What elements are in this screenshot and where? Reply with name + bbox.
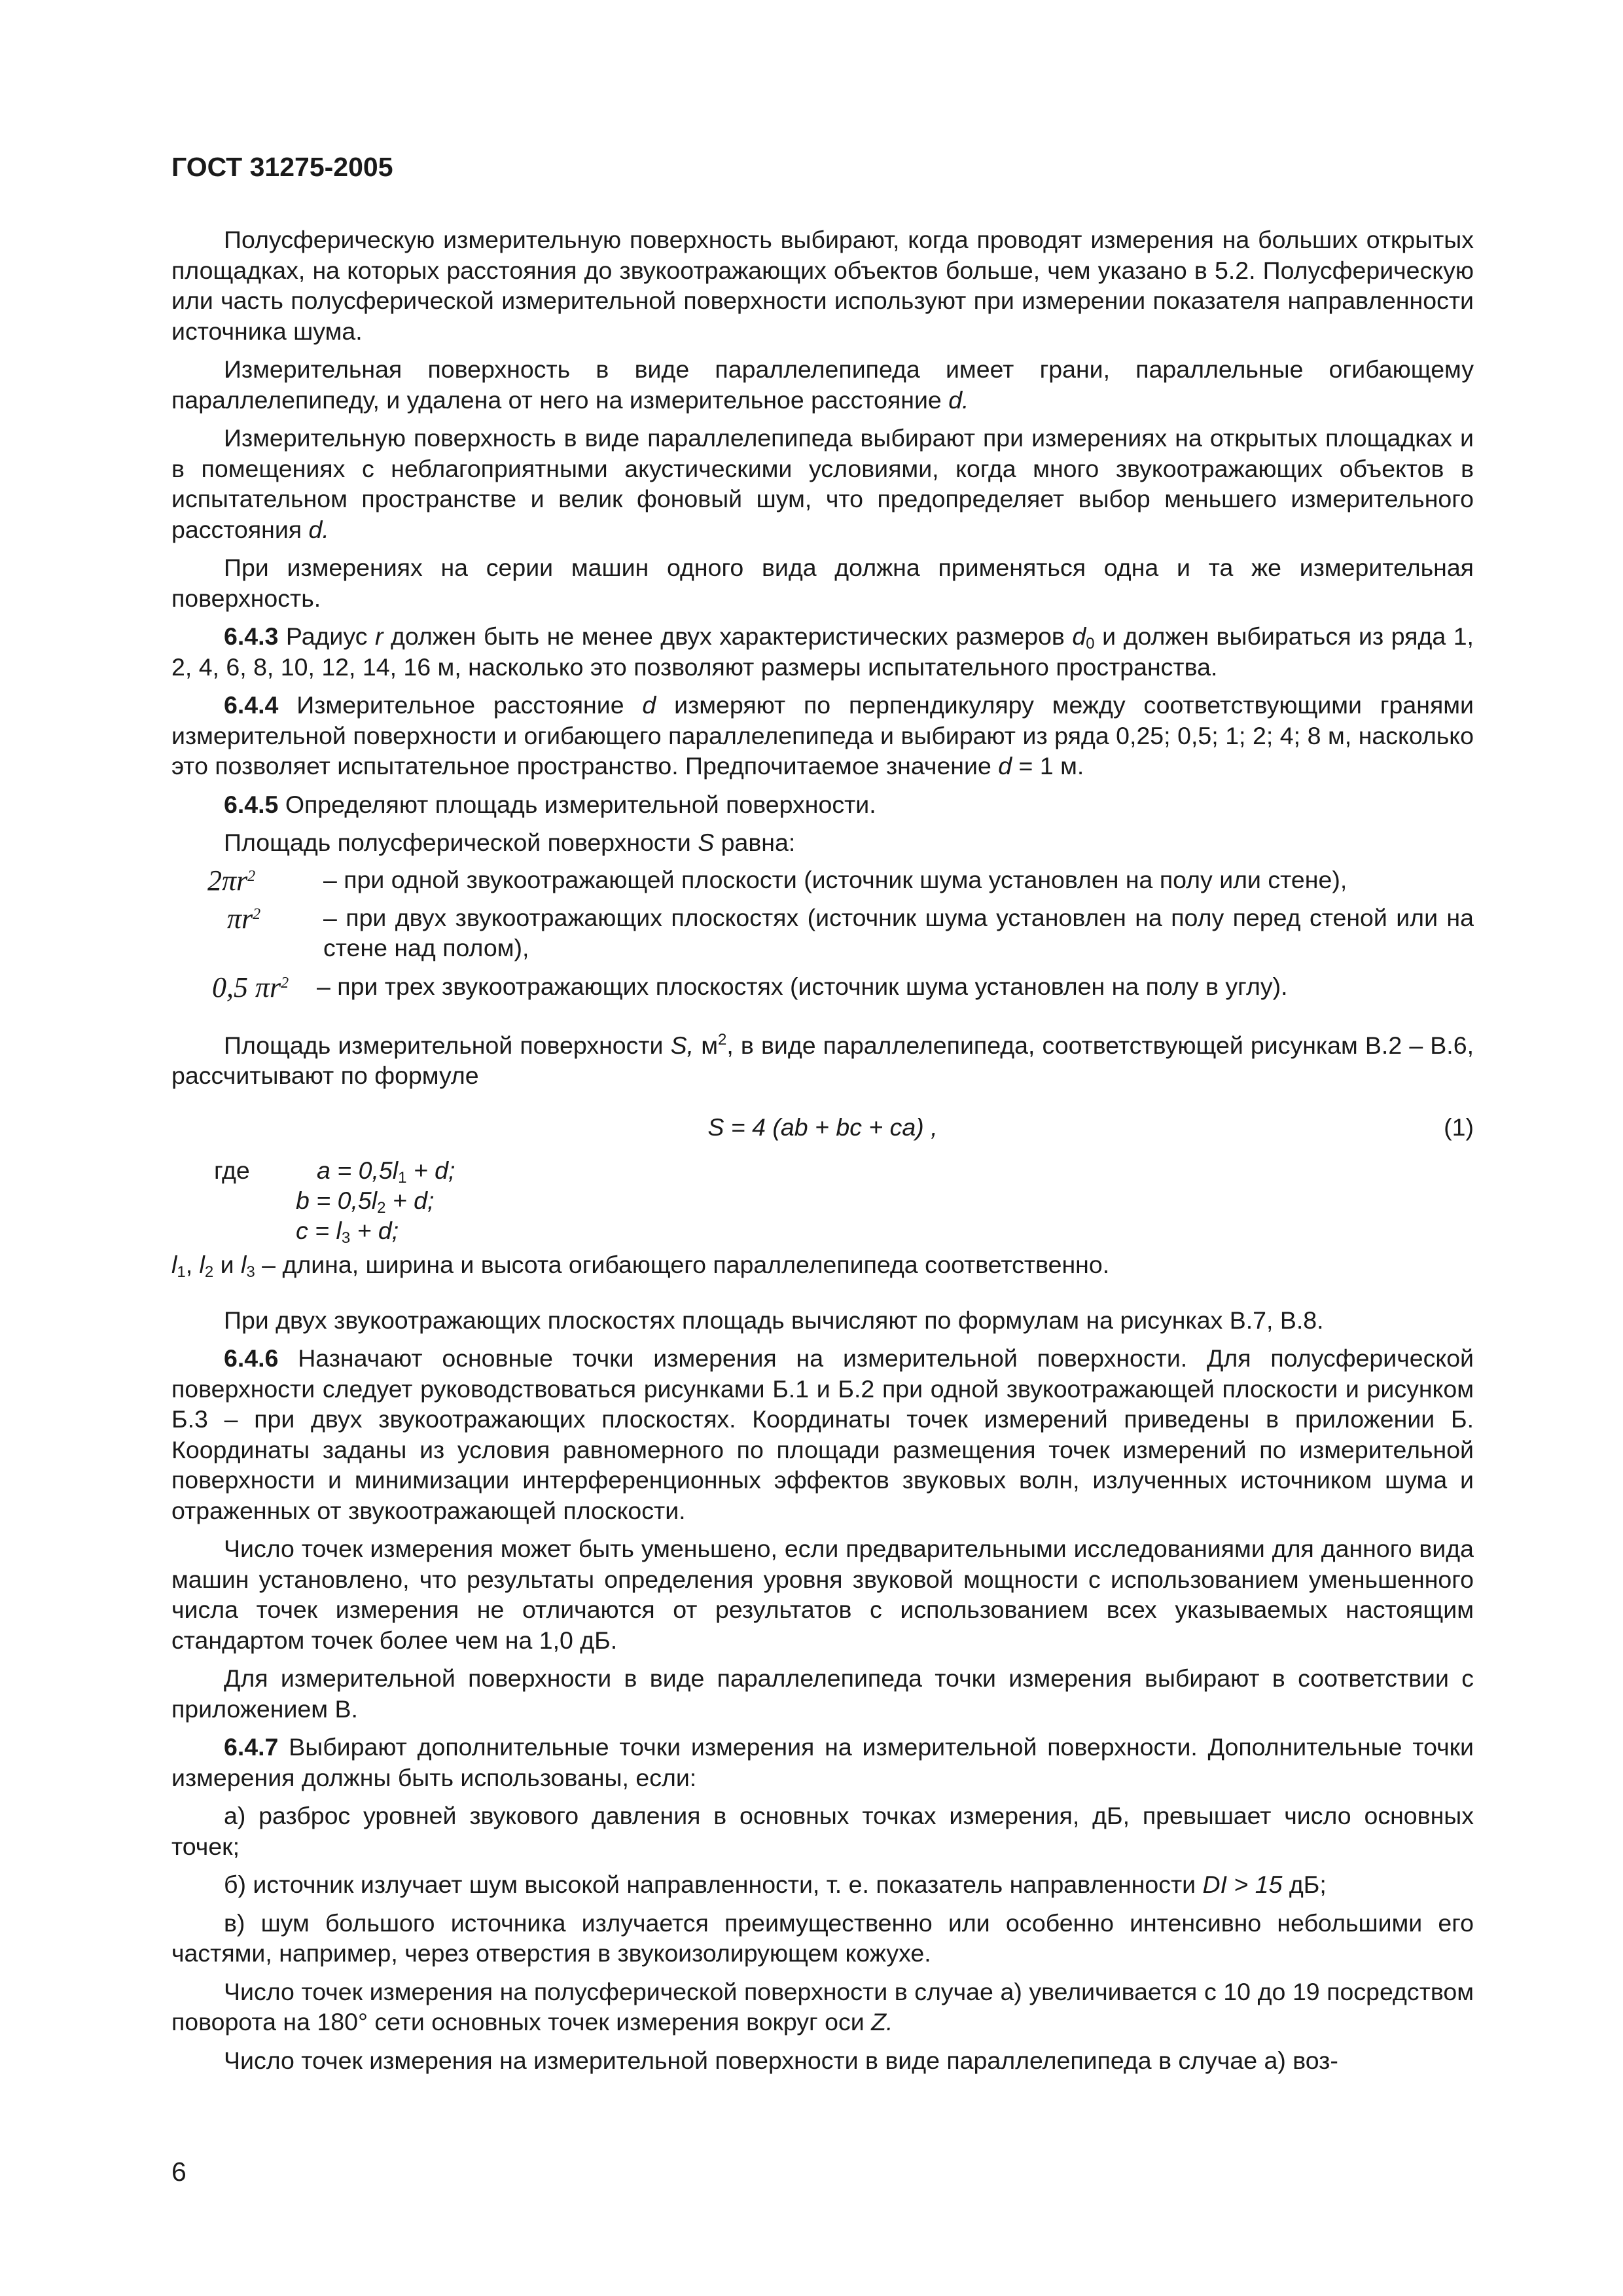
paragraph-last: Число точек измерения на измерительной поверхности в виде параллелепипеда в случае а) воз- bbox=[224, 2046, 1338, 2074]
paragraph-parallelepiped-surface: Измерительная поверхность в виде параллелепипеда имеет грани, параллельные огибающему параллелепипеду, и удалена от него на измерительное расстояние d. bbox=[171, 355, 1474, 414]
formula-1-text: S = 4 (ab + bc + ca) , bbox=[707, 1113, 938, 1141]
area-row-text: – при трех звукоотражающих плоскостях (источник шума установлен на полу в углу). bbox=[317, 972, 1288, 1000]
parallelepiped-area-intro: Площадь измерительной поверхности S, $м^2$, в виде параллелепипеда, соответствующей рисункам В.2 – В.6, рассчитывают по формуле bbox=[171, 1030, 1474, 1089]
document-header: ГОСТ 31275-2005 bbox=[171, 152, 393, 182]
formula-2pir2: $2\pi r^2$ bbox=[207, 864, 256, 897]
formula-half-pir2: 0,5 $\pi r^2$ bbox=[212, 971, 289, 1003]
paragraph-two-planes: При двух звукоотражающих плоскостях площадь вычисляют по формулам на рисунках В.7, В.8. bbox=[224, 1306, 1324, 1334]
clause-6-4-3: 6.4.3 Радиус r должен быть не менее двух характеристических размеров $d_0$ и должен выбираться из ряда 1, 2, 4, 6, 8, 10, 12, 14, 16 м, насколько это позволяют размеры испытательного пространства. bbox=[171, 622, 1474, 681]
area-row-one-plane bbox=[171, 865, 1474, 897]
page-number: 6 bbox=[171, 2157, 187, 2187]
hemisphere-area-intro: Площадь полусферической поверхности S равна: bbox=[224, 829, 796, 856]
paragraph-parallelepiped-choice: Измерительную поверхность в виде параллелепипеда выбирают при измерениях на открытых площадках и в помещениях с неблагоприятными акустическими условиями, когда много звукоотражающих объектов в испытательном пространстве и велик фоновый шум, что предопределяет выбор меньшего измерительного расстояния d. bbox=[171, 424, 1474, 543]
area-row-three-planes bbox=[171, 971, 1474, 1004]
where-c: $c = l_3 + d$; bbox=[296, 1217, 399, 1247]
list-item-a: а) разброс уровней звукового давления в основных точках измерения, дБ, превышает число основных точек; bbox=[171, 1802, 1474, 1860]
lengths-definition: $l_1$, $l_2$ и $l_3$ – длина, ширина и высота огибающего параллелепипеда соответственно. bbox=[171, 1251, 1110, 1281]
clause-6-4-4: 6.4.4 Измерительное расстояние d измеряют по перпендикуляру между соответствующими гранями измерительной поверхности и огибающего параллелепипеда и выбирают из ряда 0,25; 0,5; 1; 2; 4; 8 м, насколько это позволяет испытательное пространство. Предпочитаемое значение d = 1 м. bbox=[171, 691, 1474, 780]
paragraph-increase-points: Число точек измерения на полусферической поверхности в случае а) увеличивается с 10 до 19 посредством поворота на 180° сети основных точек измерения вокруг оси Z. bbox=[171, 1977, 1474, 2036]
where-a: $a = 0,5l_1 + d$; bbox=[317, 1157, 455, 1187]
paragraph-hemisphere: Полусферическую измерительную поверхность выбирают, когда проводят измерения на больших открытых площадках, на которых расстояния до звукоотражающих объектов больше, чем указано в 5.2. Полусферическую или часть полусферической измерительной поверхности используют при измерении показателя направленности источника шума. bbox=[171, 226, 1474, 345]
formula-1-number: (1) bbox=[1444, 1113, 1474, 1141]
paragraph-reduce-points: Число точек измерения может быть уменьшено, если предварительными исследованиями для данного вида машин установлено, что результаты определения уровня звуковой мощности с использованием уменьшенного числа точек измерения не отличаются от результатов с использованием всех указываемых настоящим стандартом точек более чем на 1,0 дБ. bbox=[171, 1535, 1474, 1654]
where-b: $b = 0,5l_2 + d$; bbox=[296, 1187, 435, 1217]
list-item-c: в) шум большого источника излучается преимущественно или особенно интенсивно небольшими его частями, например, через отверстия в звукоизолирующем кожухе. bbox=[171, 1909, 1474, 1967]
formula-legend bbox=[171, 1155, 1474, 1247]
list-item-b: б) источник излучает шум высокой направленности, т. е. показатель направленности DI > 15 дБ; bbox=[224, 1871, 1327, 1898]
where-label: где bbox=[214, 1157, 250, 1184]
formula-pir2: $\pi r^2$ bbox=[227, 902, 261, 935]
area-row-text: – при двух звукоотражающих плоскостях (источник шума установлен на полу перед стеной или на стене над полом), bbox=[323, 903, 1474, 961]
clause-6-4-5: 6.4.5 Определяют площадь измерительной поверхности. bbox=[224, 790, 876, 818]
formula-1 bbox=[171, 1112, 1474, 1143]
paragraph-parallelepiped-points: Для измерительной поверхности в виде параллелепипеда точки измерения выбирают в соответствии с приложением В. bbox=[171, 1664, 1474, 1723]
area-row-two-planes bbox=[171, 903, 1474, 963]
clause-6-4-6: 6.4.6 Назначают основные точки измерения на измерительной поверхности. Для полусферической поверхности следует руководствоваться рисунками Б.1 и Б.2 при одной звукоотражающей плоскости и рисунком Б.3 – при двух звукоотражающих плоскостях. Координаты точек измерений приведены в приложении Б. Координаты заданы из условия равномерного по площади размещения точек измерений по измерительной поверхности и минимизации интерференционных эффектов звуковых волн, излученных источником шума и отраженных от звукоотражающей плоскости. bbox=[171, 1344, 1474, 1524]
area-row-text: – при одной звукоотражающей плоскости (источник шума установлен на полу или стене), bbox=[323, 865, 1347, 893]
paragraph-series: При измерениях на серии машин одного вида должна применяться одна и та же измерительная поверхность. bbox=[171, 554, 1474, 612]
document-page bbox=[171, 152, 1474, 2075]
clause-6-4-7: 6.4.7 Выбирают дополнительные точки измерения на измерительной поверхности. Дополнительные точки измерения должны быть использованы, если: bbox=[171, 1733, 1474, 1791]
